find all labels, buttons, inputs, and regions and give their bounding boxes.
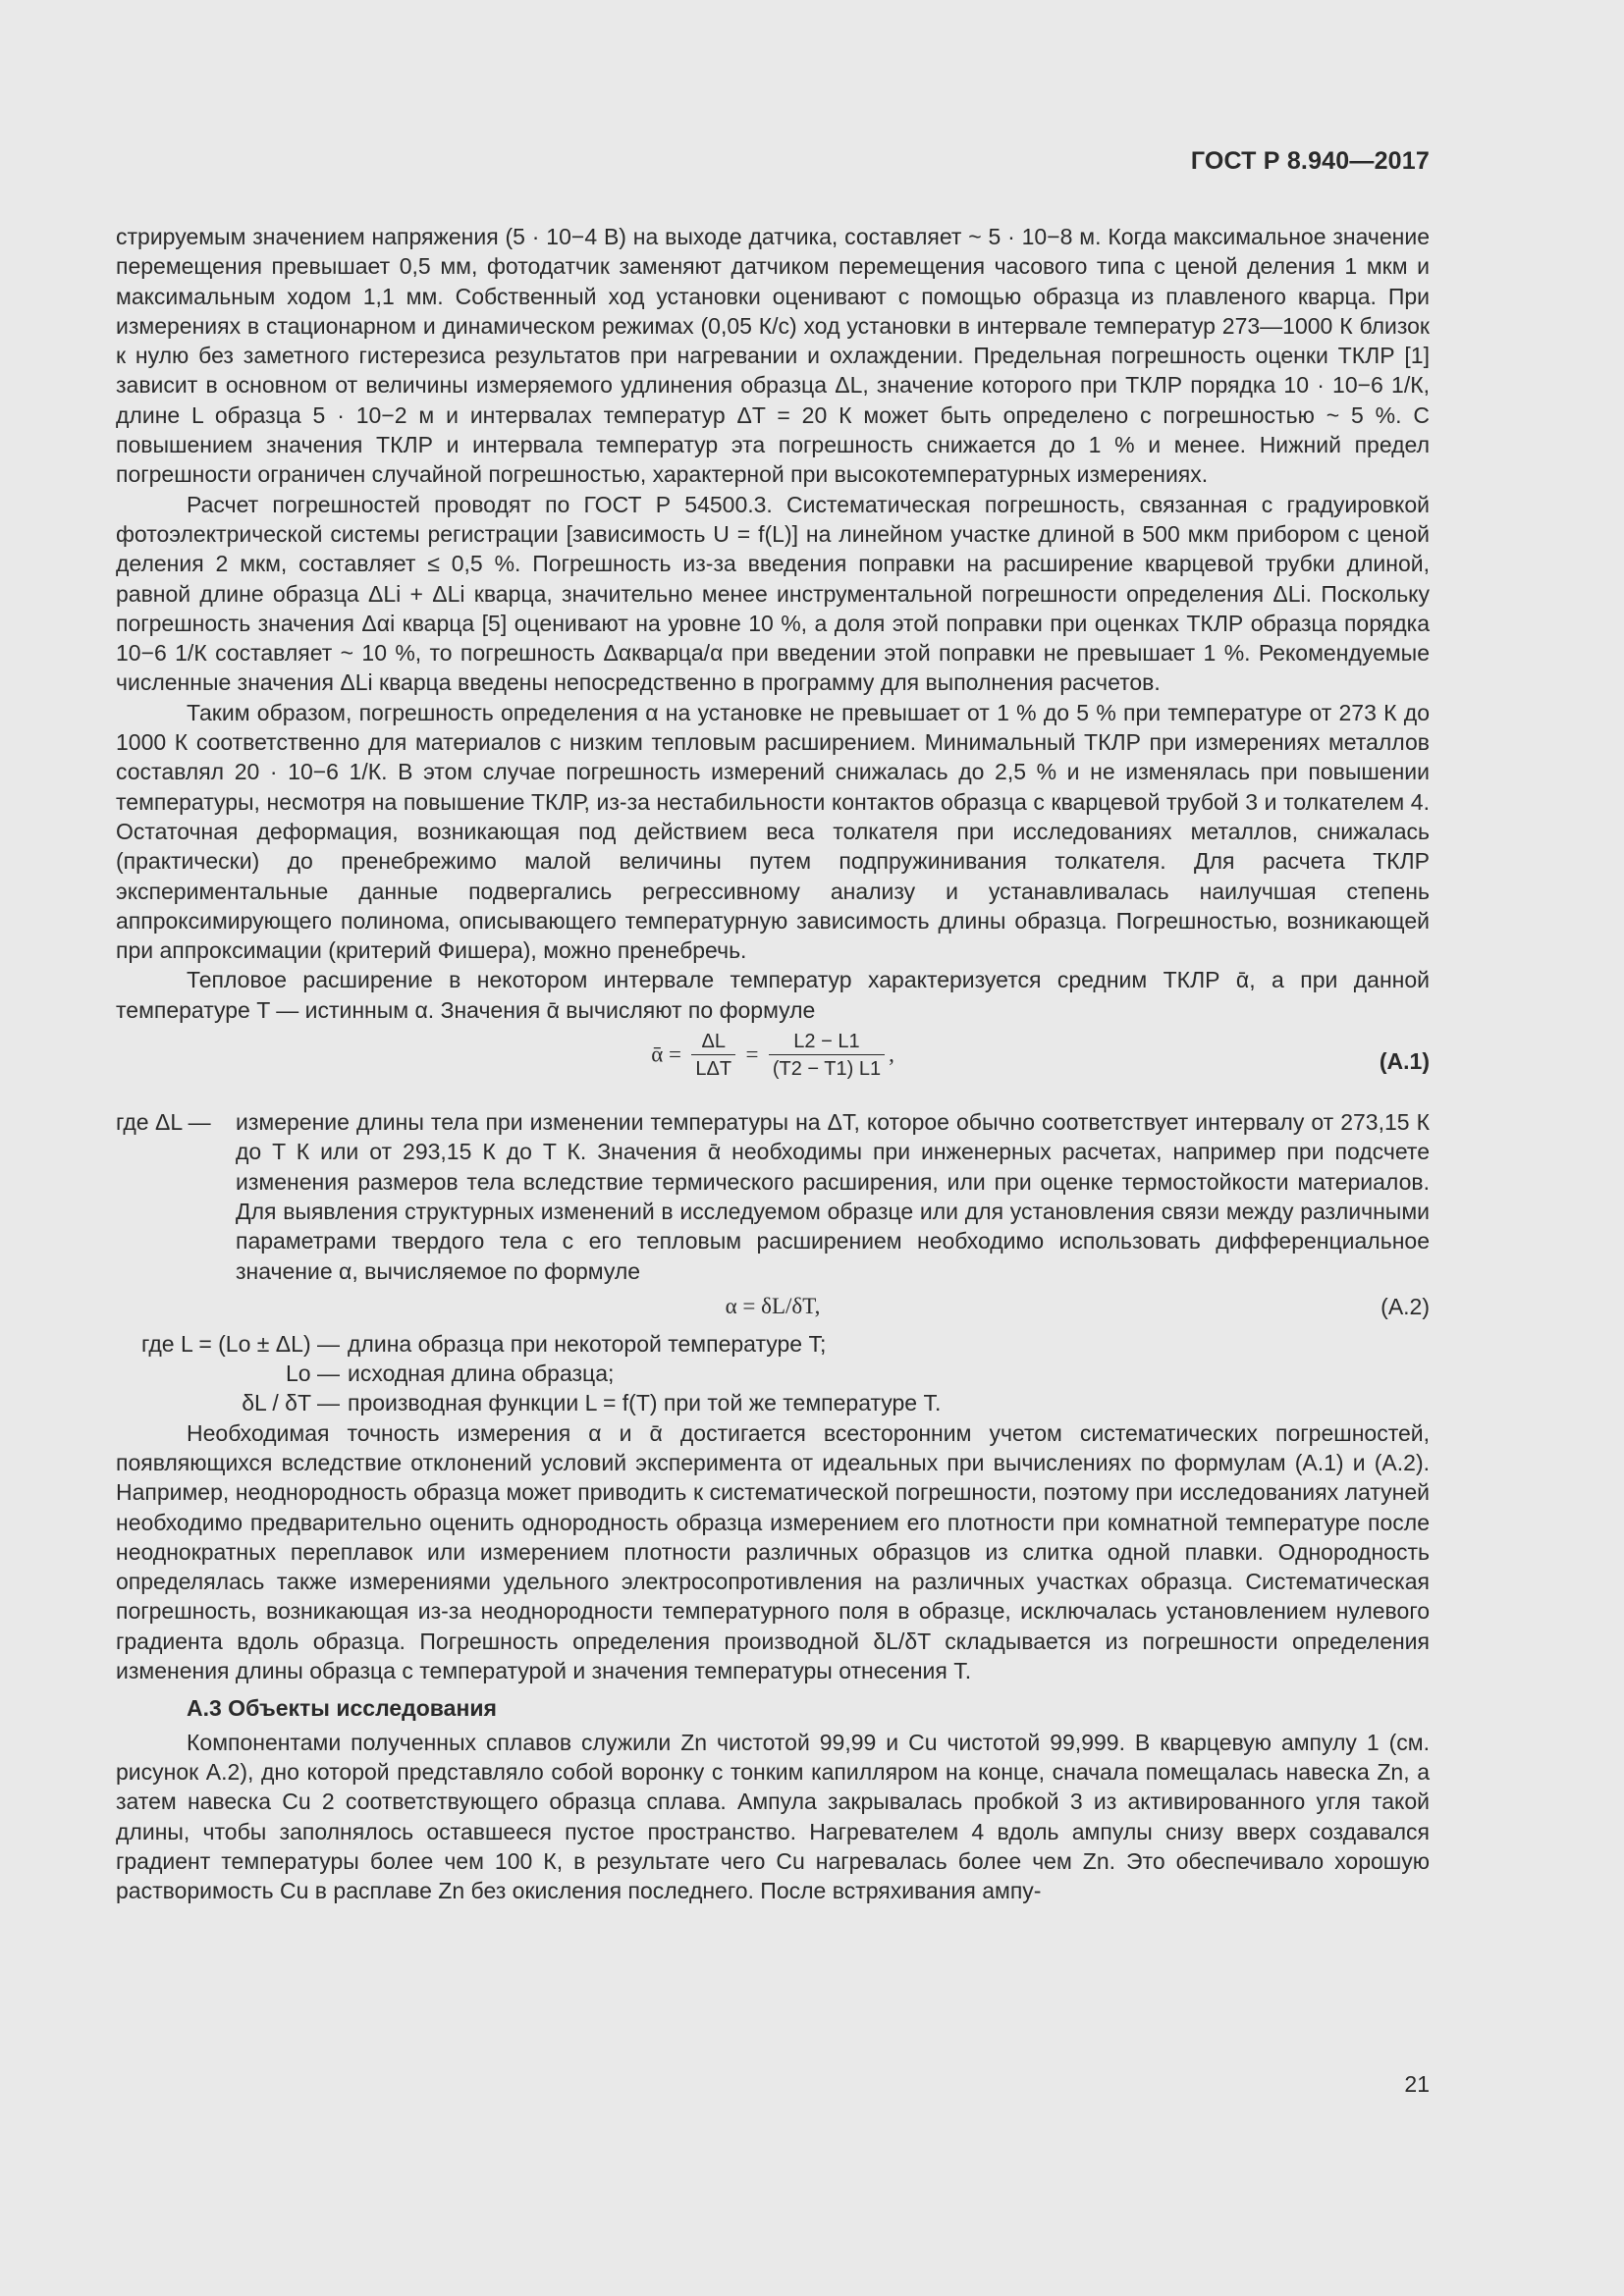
document-header: ГОСТ Р 8.940—2017 (1190, 147, 1430, 175)
section-heading-a3: А.3 Объекты исследования (187, 1695, 497, 1722)
where-text: измерение длины тела при изменении температуры на ΔT, которое обычно соответствует интервалу от 273,15 К до T К или от 293,15 К до T К. Значения ᾱ необходимы при инженерных расчетах, например при подсчете изменения размеров тела вследствие термического расширения, или при оценке термостойкости материалов. Для выявления структурных изменений в исследуемом образце или для установления связи между различными параметрами твердого тела с его тепловым расширением необходимо использовать дифференциальное значение α, вычисляемое по формуле (236, 1109, 1430, 1284)
definition-row (116, 1329, 1430, 1359)
paragraph-4: Тепловое расширение в некотором интервале температур характеризуется средним ТКЛР ᾱ, а при данной температуре T — истинным α. Значения ᾱ вычисляют по формуле (116, 967, 1430, 1023)
definition-text: производная функции L = f(T) при той же температуре T. (348, 1390, 942, 1416)
formula-a2 (116, 1292, 1430, 1325)
definition-text: длина образца при некоторой температуре T; (348, 1330, 827, 1357)
page-body (116, 222, 1430, 1905)
definition-row (116, 1359, 1430, 1388)
definitions-list (116, 1329, 1430, 1418)
formula-a2-expression: α = δL/δT, (725, 1293, 821, 1318)
definition-label: где L = (Lo ± ΔL) — (141, 1330, 340, 1357)
definition-text: исходная длина образца; (348, 1361, 615, 1387)
definition-row (116, 1388, 1430, 1417)
formula-a1-den-1: LΔT (695, 1058, 732, 1081)
formula-a1-number: (А.1) (1379, 1048, 1430, 1075)
formula-a2-number: (А.2) (1380, 1293, 1430, 1319)
paragraph-6: Компонентами полученных сплавов служили Zn чистотой 99,99 и Cu чистотой 99,999. В кварцевую ампулу 1 (см. рисунок А.2), дно которой представляло собой воронку с тонким капилляром на конце, сначала помещалась навеска Zn, а затем навеска Cu 2 соответствующего образца сплава. Ампула закрывалась пробкой 3 из активированного угля такой длины, чтобы заполнялось оставшееся пустое пространство. Нагревателем 4 вдоль ампулы снизу вверх создавался градиент температуры более чем 100 К, в результате чего Cu нагревалась более чем Zn. Это обеспечивало хорошую растворимость Cu в расплаве Zn без окисления последнего. После встряхивания ампу- (116, 1729, 1430, 1904)
formula-a1-num-1: ΔL (691, 1029, 735, 1055)
formula-a1: ᾱ = $\frac{\Delta L}{\text{LΔT}}$ = $\frac{L2 - L1}{(T2 - T1) L1}$ , (А.1) (116, 1025, 1430, 1107)
definition-label: Lo — (286, 1361, 340, 1387)
definition-label: δL / δT — (242, 1390, 340, 1416)
paragraph-1: стрируемым значением напряжения (5 · 10−4 В) на выходе датчика, составляет ~ 5 · 10−8 м. Когда максимальное значение перемещения превышает 0,5 мм, фотодатчик заменяют датчиком перемещения часового типа с ценой деления 1 мкм и максимальным ходом 1,1 мм. Собственный ход установки оценивают с помощью образца из плавленого кварца. При измерениях в стационарном и динамическом режимах (0,05 К/с) ход установки в интервале температур 273—1000 К близок к нулю без заметного гистерезиса результатов при нагревании и охлаждении. Предельная погрешность оценки ТКЛР [1] зависит в основном от величины измеряемого удлинения образца ΔL, значение которого при ТКЛР порядка 10 · 10−6 1/К, длине L образца 5 · 10−2 м и интервалах температур ΔT = 20 К может быть определено с погрешностью ~ 5 %. С повышением значения ТКЛР и интервала температур эта погрешность снижается до 1 % и менее. Нижний предел погрешности ограничен случайной погрешностью, характерной при высокотемпературных измерениях. (116, 224, 1430, 488)
paragraph-3: Таким образом, погрешность определения α на установке не превышает от 1 % до 5 % при температуре от 273 К до 1000 К соответственно для материалов с низким тепловым расширением. Минимальный ТКЛР при измерениях металлов составлял 20 · 10−6 1/К. В этом случае погрешность измерений снижалась до 2,5 % и не изменялась при повышении температуры, несмотря на повышение ТКЛР, из-за нестабильности контактов образца с кварцевой трубой 3 и толкателем 4. Остаточная деформация, возникающая под действием веса толкателя при исследованиях металлов, снижалась (практически) до пренебрежимо малой величины путем подпружинивания толкателя. Для расчета ТКЛР экспериментальные данные подвергались регрессивному анализу и устанавливалась наилучшая степень аппроксимирующего полинома, описывающего температурную зависимость длины образца. Погрешностью, возникающей при аппроксимации (критерий Фишера), можно пренебречь. (116, 699, 1430, 964)
formula-a1-fraction-1 (691, 1029, 735, 1083)
paragraph-5: Необходимая точность измерения α и ᾱ достигается всесторонним учетом систематических погрешностей, появляющихся вследствие отклонений условий эксперимента от идеальных при вычислениях по формулам (А.1) и (А.2). Например, неоднородность образца может приводить к систематической погрешности, поэтому при исследованиях латуней необходимо предварительно оценить однородность образца измерением его плотности при комнатной температуре после неоднократных переплавок или измерением плотности различных образцов из слитка одной плавки. Однородность определялась также измерениями удельного электросопротивления на различных участках образца. Систематическая погрешность, возникающая из-за неоднородности температурного поля в образце, исключалась установлением нулевого градиента вдоль образца. Погрешность определения производной δL/δT складывается из погрешности определения изменения длины образца с температурой и значения температуры отнесения T. (116, 1419, 1430, 1684)
formula-a1-num-2: L2 − L1 (769, 1029, 885, 1055)
page-number: 21 (1404, 2071, 1430, 2097)
formula-a1-den-2: (T2 − T1) L1 (772, 1058, 882, 1081)
where-label: где ΔL — (116, 1109, 211, 1136)
where-block-1 (116, 1107, 1430, 1286)
formula-a1-fraction-2 (769, 1029, 885, 1083)
paragraph-2: Расчет погрешностей проводят по ГОСТ Р 54500.3. Систематическая погрешность, связанная с градуировкой фотоэлектрической системы регистрации [зависимость U = f(L)] на линейном участке длиной в 500 мкм прибором с ценой деления 2 мкм, составляет ≤ 0,5 %. Погрешность из-за введения поправки на расширение кварцевой трубки длиной, равной длине образца ΔLi + ΔLi кварца, значительно менее инструментальной погрешности определения ΔLi. Поскольку погрешность значения Δαi кварца [5] оценивают на уровне 10 %, а доля этой поправки при оценках ТКЛР образца порядка 10−6 1/К составляет ~ 10 %, то погрешность Δαкварца/α при введении этой поправки не превышает 1 %. Рекомендуемые численные значения ΔLi кварца введены непосредственно в программу для выполнения расчетов. (116, 491, 1430, 696)
formula-a1-lhs: ᾱ = (651, 1041, 681, 1067)
